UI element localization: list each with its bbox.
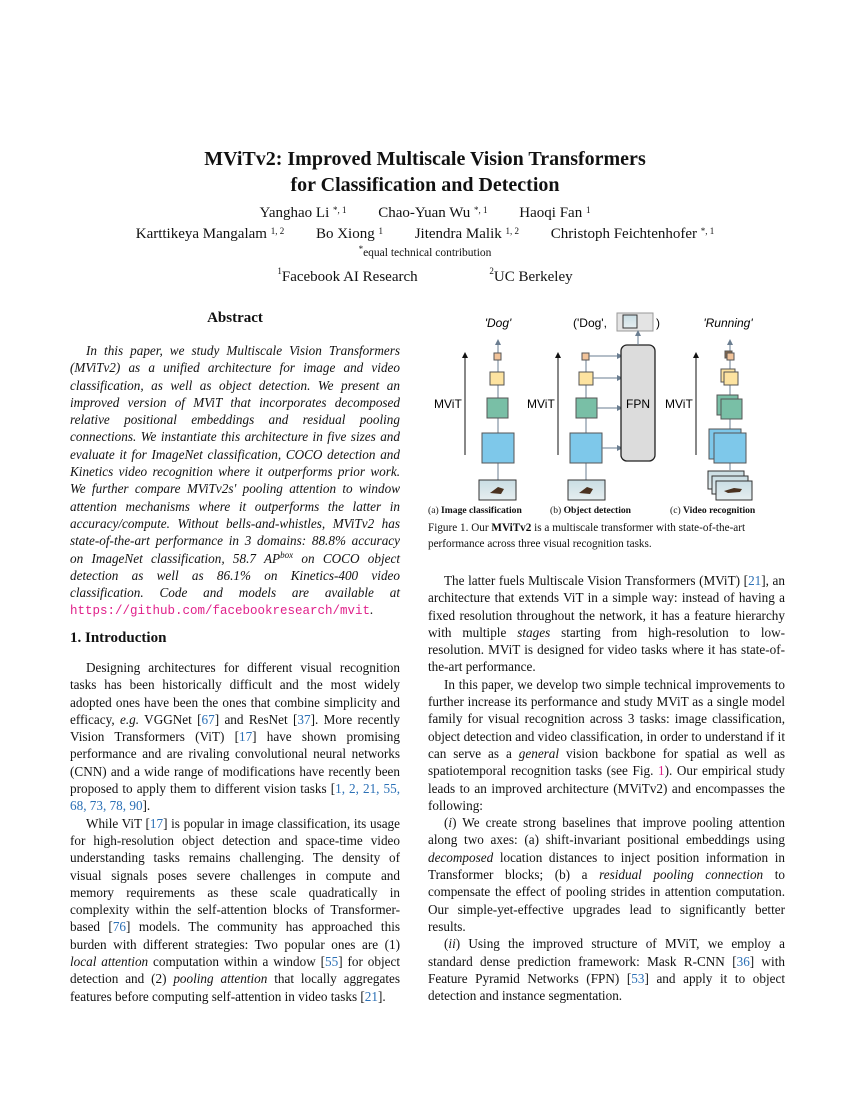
stage-block-orange	[494, 353, 501, 360]
author	[260, 205, 347, 221]
text: Designing architectures for different visual recognition tasks has been historically difficult and the most widely adopted ones have been the ones that combine simplicity and efficacy,	[70, 660, 400, 727]
citation-link[interactable]: 21	[364, 988, 378, 1004]
detected-dog-crop	[623, 315, 637, 328]
label-fpn: FPN	[626, 397, 650, 411]
author-row-1	[0, 203, 850, 223]
abstract-text: In this paper, we study Multiscale Vision Transformers (MViTv2) as a unified architecture for image and video classification, as well as object detection. We present an improved version of MViT that incorporates decomposed relative positional embeddings and residual pooling connections. We instantiate this architecture in five sizes and evaluate it for ImageNet classification, COCO detection and Kinetics video recognition where it outperforms prior work. We further compare MViTv2s' pooling attention to window attention mechanisms where it outperforms the latter in accuracy/compute. Without bells-and-whistles, MViTv2 has state-of-the-art performance in 3 domains: 88.8% accuracy on ImageNet classification, 58.7 AP	[70, 343, 400, 566]
label-running: 'Running'	[703, 316, 753, 330]
stage-block-orange	[582, 353, 589, 360]
citation-link[interactable]: 67	[201, 711, 215, 727]
subcaption-label: Object detection	[563, 505, 631, 516]
abstract-text: .	[370, 602, 374, 618]
stage-block-green	[487, 398, 508, 418]
author-row-2	[0, 224, 850, 244]
affiliations	[0, 266, 850, 286]
author	[519, 205, 590, 221]
stage-block-yellow	[490, 372, 504, 385]
text: stages	[517, 624, 551, 640]
stage-block-blue	[714, 433, 746, 463]
affiliation	[277, 266, 418, 285]
stage-block-blue	[482, 433, 514, 463]
stage-block-yellow	[724, 372, 738, 385]
abstract-paragraph	[70, 342, 400, 621]
figure-caption	[428, 520, 785, 552]
text: pooling attention	[173, 971, 268, 987]
figure-1-diagram	[420, 305, 800, 505]
label-mvit: MViT	[434, 397, 462, 411]
subcaption-prefix: (b)	[550, 505, 564, 516]
text: ] models. The community has approached this burden with different strategies: Two popular ones are (1)	[70, 919, 400, 952]
label-mvit: MViT	[527, 397, 555, 411]
author-affil-sup: *, 1	[474, 205, 488, 215]
caption-text: Figure 1. Our	[428, 522, 492, 534]
abstract-text: on COCO object detection as well as 86.1% on Kinetics-400 video classification. Code and models are available at	[70, 550, 400, 601]
right-column-body	[428, 572, 785, 1004]
stage-block-green	[721, 399, 742, 419]
text: ].	[142, 798, 151, 814]
text: ) We create strong baselines that improve pooling attention along two axes: (a) shift-invariant positional embeddings using	[428, 815, 785, 848]
figure-ref-link[interactable]: 1	[657, 763, 665, 779]
text: ii	[448, 936, 456, 952]
label-mvit: MViT	[665, 397, 693, 411]
author-name: Jitendra Malik	[414, 226, 502, 242]
text: location distances to inject position information in Transformer blocks; (b) a	[428, 849, 785, 883]
ap-box-sup: box	[280, 549, 294, 560]
author-affil-sup: *, 1	[333, 205, 347, 215]
stage-block-yellow	[579, 372, 593, 385]
subcaption-label: Video recognition	[683, 505, 756, 516]
paper-title	[0, 146, 850, 198]
author-name: Yanghao Li	[259, 205, 330, 221]
label-dog-box-close: )	[656, 316, 660, 330]
note-sup: *	[358, 244, 364, 254]
right-paragraph-3	[428, 814, 785, 935]
author-affil-sup: 1, 2	[505, 226, 520, 236]
author-name: Christoph Feichtenhofer	[550, 226, 698, 242]
author	[136, 226, 284, 242]
text: ]. More recently Vision Transformers (ViT) [	[70, 711, 401, 745]
text: (	[444, 815, 449, 831]
author	[551, 226, 714, 242]
text: ] for object detection and (2)	[70, 954, 400, 987]
text: The latter fuels Multiscale Vision Transformers (MViT) [	[444, 573, 749, 588]
text: While ViT [	[86, 815, 150, 831]
text: i	[448, 815, 453, 831]
text: (	[444, 936, 449, 952]
text: vision backbone for spatial as well as spatiotemporal recognition tasks (see Fig.	[428, 745, 785, 779]
author-affil-sup: 1	[585, 205, 591, 215]
abstract-heading: Abstract	[207, 310, 263, 326]
text: computation within a window [	[148, 954, 326, 970]
subcaption-label: Image classification	[441, 505, 522, 516]
text: decomposed	[428, 849, 494, 865]
citation-link[interactable]: 37	[297, 711, 311, 727]
subcaption-c	[670, 505, 755, 516]
author-affil-sup: *, 1	[700, 226, 715, 236]
intro-body	[70, 659, 400, 1005]
text: ] with Feature Pyramid Networks (FPN) [	[428, 953, 785, 986]
right-paragraph-4	[428, 935, 785, 1004]
author-name: Bo Xiong	[315, 226, 375, 242]
author-name: Chao-Yuan Wu	[378, 205, 471, 221]
figure-1	[420, 305, 800, 505]
subcaption-a	[428, 505, 522, 516]
text: ] is popular in image classification, its usage for high-resolution object detection and space-time video understanding tasks remains challenging. The density of visual signals poses severe challenges in compute and memory requirements as these scale quadratically in complexity within the self-attention blocks of Transformer-based [	[70, 815, 400, 935]
stage-block-orange	[727, 353, 734, 360]
affil-name: UC Berkeley	[493, 269, 573, 285]
author	[415, 226, 519, 242]
affil-sup: 1	[277, 266, 282, 276]
text: ] have shown promising performance and are rivaling convolutional neural networks (CNN) and a wide range of modifications have recently been proposed to apply them to different vision tasks [	[70, 729, 400, 797]
text: ). Our empirical study leads to an improved architecture (MViTv2) and encompasses the following:	[428, 763, 785, 813]
citation-link[interactable]: 17	[238, 729, 253, 745]
text: e.g.	[120, 711, 140, 727]
author-name: Karttikeya Mangalam	[135, 226, 267, 242]
author-affil-sup: 1	[378, 226, 383, 236]
right-paragraph-2	[428, 676, 785, 814]
citation-link[interactable]: 21	[748, 573, 762, 588]
text: ], an architecture that extends ViT in a simple way: instead of having a fixed resolution throughout the network, it has a feature hierarchy with multiple	[428, 573, 786, 640]
text: ].	[377, 988, 386, 1004]
author-affil-sup: 1, 2	[270, 226, 285, 236]
stage-block-green	[576, 398, 597, 418]
text: In this paper, we develop two simple technical improvements to further increase its performance and study MViT as a single model family for visual recognition across 3 tasks: image classification, object detection and video classification, in order to understand if it can serve as a	[428, 676, 785, 761]
text: VGGNet [	[139, 711, 202, 727]
subcaption-b	[550, 505, 631, 516]
citation-link[interactable]: 76	[112, 919, 127, 935]
subcaption-prefix: (a)	[428, 505, 442, 516]
citation-link[interactable]: 1, 2, 21, 55, 68, 73, 78, 90	[70, 781, 400, 814]
text: ) Using the improved structure of MViT, we employ a standard dense prediction framework: Mask R-CNN [	[428, 936, 785, 969]
section-heading-introduction: 1. Introduction	[70, 630, 167, 646]
intro-paragraph-2	[70, 815, 400, 1005]
text: local attention	[70, 954, 149, 970]
author	[378, 205, 487, 221]
text: ] and apply it to object detection and instance segmentation.	[428, 970, 786, 1004]
abstract-body	[70, 342, 400, 621]
code-link[interactable]: https://github.com/facebookresearch/mvit	[70, 604, 371, 619]
affil-sup: 2	[489, 266, 494, 276]
citation-link[interactable]: 36	[736, 953, 750, 969]
citation-link[interactable]: 55	[325, 954, 339, 970]
text: residual pooling connection	[599, 867, 764, 883]
title-line-2: for Classification and Detection	[290, 174, 560, 196]
citation-link[interactable]: 53	[631, 970, 645, 986]
intro-paragraph-1	[70, 659, 400, 815]
citation-link[interactable]: 17	[149, 815, 164, 831]
right-paragraph-1	[428, 572, 785, 676]
text: to compensate the effect of pooling strides in attention computation. Our simple-yet-effective upgrades lead to significantly better results.	[428, 867, 785, 934]
text: starting from high-resolution to low-resolution. MViT is designed for video tasks where it has state-of-the-art performance.	[428, 624, 785, 675]
caption-text: is a multiscale transformer with state-of-the-art performance across three visual recognition tasks.	[428, 522, 746, 550]
stage-block-blue	[570, 433, 602, 463]
text: ] and ResNet [	[214, 711, 298, 727]
equal-contribution-note	[0, 244, 850, 259]
label-dog: 'Dog'	[484, 316, 512, 330]
affil-name: Facebook AI Research	[281, 269, 418, 285]
caption-bold: MViTv2	[491, 522, 532, 534]
text: that locally aggregates features before computing self-attention in video tasks [	[70, 971, 400, 1004]
label-dog-box-open: ('Dog',	[573, 316, 607, 330]
author	[316, 226, 383, 242]
subcaption-prefix: (c)	[670, 505, 684, 516]
note-text: equal technical contribution	[363, 247, 492, 259]
author-name: Haoqi Fan	[519, 205, 583, 221]
title-line-1: MViTv2: Improved Multiscale Vision Transformers	[204, 148, 646, 170]
affiliation	[489, 266, 573, 285]
text: general	[518, 745, 560, 761]
